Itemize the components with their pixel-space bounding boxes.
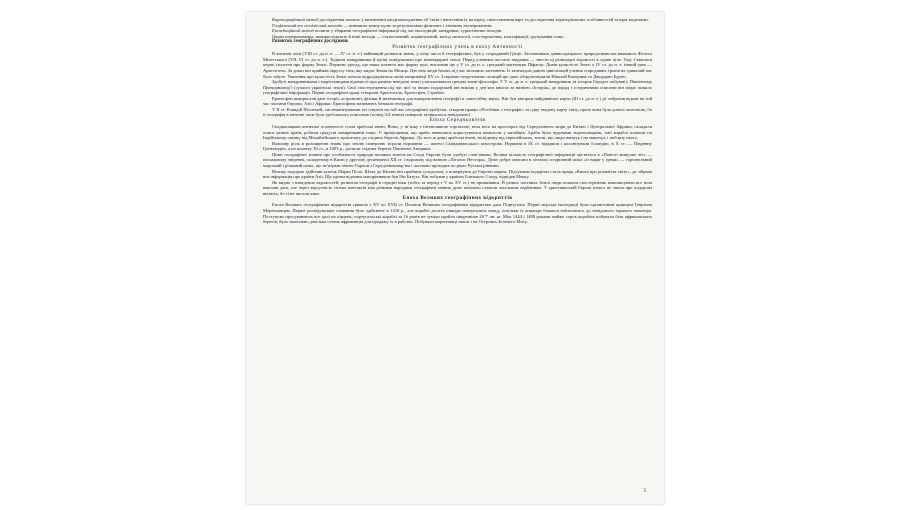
- paragraph-text: полягає у збиранні географічної інформації під час експедицій, мандрівок, туристичних походів.: [313, 28, 503, 34]
- paragraph: У II ст. Клавдій Птолемей, систематизувавши всі існуючі на той час географічні здобутки, створив працю «Посібник з географії» та одну зведену карту світу, проте вона була доволі описовою, бо її географія в античні часи була здебільшого описовою (понад 3/4 земної поверхні залишалося невідомою).: [263, 106, 652, 118]
- paragraph: Спадкоємцями античної освіченості стала арабські вчені. Вони, у зв’язку з інтенсивною торгівлею, вела весь на просторах від Середземного моря до Китаю і Центральної Африки, складали описи різних країн, робили градусні вимірювання тощо. Є припущення, що араби навчилися користуватися компасом у китайців. Араби були чудовими мореплавцями, їхні кораблі плавали по Індійському океану від Малайзійського архіпелагу до східних берегів Африки. До того ж деякі арабські вчені, на відміну від європейських, знали, що люди живуть і на екваторі, і поблизу нього.: [263, 124, 652, 141]
- paragraph: Здобуті мандрівниками і мореплавцями відомості про раніше невідомі землі узагальнювали грецькі вчені-філософи. У V ст. до н. е. грецький мандрівник та історик Геродот побував у Північному Причорномор’ї (сучасні українські землі). Свої спостереження під час цієї та інших подорожей він виклав у дев’яти книгах за назвою «Історія», де поряд з історичними описами він подає чимало географічної інформації. Перші географічні праці створили Аристотель, Ератосфен, Страбон.: [263, 79, 652, 96]
- term-expedition-method: Експедиційний метод: [272, 28, 314, 34]
- paragraph: В античні часи (VIII ст. до н. е. — IV ст. н. е.) найвищий розвиток знань, у тому числі й географічних, був у стародавній Греції. Засновником давньогрецького природознавства вважають Фалеса Мілетського (VII–VI ст. до н. е.). Тодішні мандрівники й купці повідомляли про новевідкриті землі. Перед ученими постало завдання — звести ці різнорідні відомості в єдине ціле. Тоді з’явилися перші гіпотези про форму Землі. Першим здогад, що наша планета має форму кулі, висловив ще у V ст. до н. е. грецький математик Піфагор. Довів кулястість Землі у IV ст. до н. е. інший грек — Аристотель. За доказ він приймав округлу тінь, яку кидає Земля на Місяць. Цю тінь люди бачать під час місячних затемнень. Із занепадом давніх цивілізацій учення стародавніх греків на тривалий час було забуте. Уявлення про кулястість Землі почало відроджуватися лише наприкінці XV ст. З науково-теоретичних позицій цю ідею обґрунтовували Ніколай Коперник та Джордано Бруно.: [263, 51, 652, 79]
- term-cartographic-method: Картографічний метод: [272, 17, 319, 22]
- paragraph: Ератосфен використав дані історії, астрономії, фізики й математики для виокремлення географії в самостійну науку. Він був автором найдавнішої карти (III ст. до н. е.) де зобразив відомі на той час частини Європи, Азії і Африки. Ератосфена називають батьком географії.: [263, 95, 652, 107]
- section-heading: Розвиток географічних досліджень: [272, 39, 349, 45]
- paragraph-text: Окрім перерахованих, використовують й інші методи — статистичний, порівняльний, метод типології, спостереження, класифікації, групування тощо.: [272, 33, 565, 39]
- page-text: [263, 17, 652, 225]
- paragraph-text: дослідження полягає у визначенні місцезнаходження об’єктів і нанесення їх на карту, співставлення карт та дослідження територіальних особливостей за карт моделями.: [318, 17, 649, 22]
- term-geophysical-method: Геофізичний та геохімічний методи: [272, 22, 343, 28]
- paragraph: Важливу роль в розширенні знань про землю поверхню зіграли норманни — жителі Скандинавського півострова. Нормани в IX ст. відкрили і колонізували Ісландію, в X ст. — Південну Гренландію, а на початку XI ст., в 1003 р., досягли східних берегів Північної Америки.: [263, 140, 652, 152]
- subsection-heading-antiquity: Розвиток географічних учень в епоху Античності: [392, 45, 523, 51]
- page-number: 5: [643, 489, 646, 494]
- paragraph: Епоха Великих географічних відкриттів тривала з XV по XVII ст. Початок Великим географічним відкриттям дала Португалія. Перші морські експедиції були організовані принцом Генріхом Мореплавцем. Перше розвідувальне плавання було здійснене в 1418 р., але кораблі досить швидко поверталися назад, оскільки їх команди боялися наблизитись до невідомого гарячого екватора. Поступово просуваючись все далі на південь, португальські кораблі за 16 років не зуміли пройти південніше 26°7 пн. ш. Між 1444 і 1488 роками майже сорок кораблів побували біля африканських берегів, було захоплено декілька сотень африканців для продажу їх в рабство. Побували мореплавці також і на Островах Зеленого Мису.: [263, 202, 652, 225]
- book-page: [246, 12, 664, 504]
- paragraph: Як видно з наведених відомостей, розвиток географії в середні віки (тобто за період з V по XV ст.) не припинявся. В різних частинах Землі люди шляхом спостережень накопичували все нові важливі дані, але через відсутність тісних контактів між різними народами географічні знання дуже повільно ставали загальним надбанням. У християнській Європі нічого не знали про подорожі вікінгів, бо ті не писали книг.: [263, 179, 652, 196]
- paragraph: Цінні географічні знання про особливості природи великих земель на Сході Європи були здобуті слов’янами. Велика кількість географічної інформації міститься в «Повісті минулих літ» — письмовому зведенні, складеному в Києві у другому десятиріччі XII ст. і відомому під назвою «Літопис Нестора». Дуже добре описано в літописі історичний шлях «із варяг у греки» — торговельний морський і річковий шлях, що зв’язував північ Європи з Середземномор’ям і частково проходив по ріках Руської рівнини.: [263, 151, 652, 168]
- subsection-heading-great-discoveries: Епоха Великих географічних відкриттів: [402, 196, 513, 202]
- paragraph-text: — вивчають земну кулю за результатами фізичних і хімічних експериментів.: [342, 22, 493, 28]
- subsection-heading-middle-ages: Епоха Середньовіччя: [429, 117, 486, 123]
- paragraph: Велику подорож здійснив купець Марко Поло. Шлях до Китаю він пройшов суходолом, а повернувся до Європи морем. Підсумком подорожі стала праця «Книга про розмаїття світу», де зібрана вся інформація про країни Азії. Ще одним відомим мандрівником був Ібн Батута. Він побував у країнах Близького Сходу, відвідав Мекку.: [263, 168, 652, 180]
